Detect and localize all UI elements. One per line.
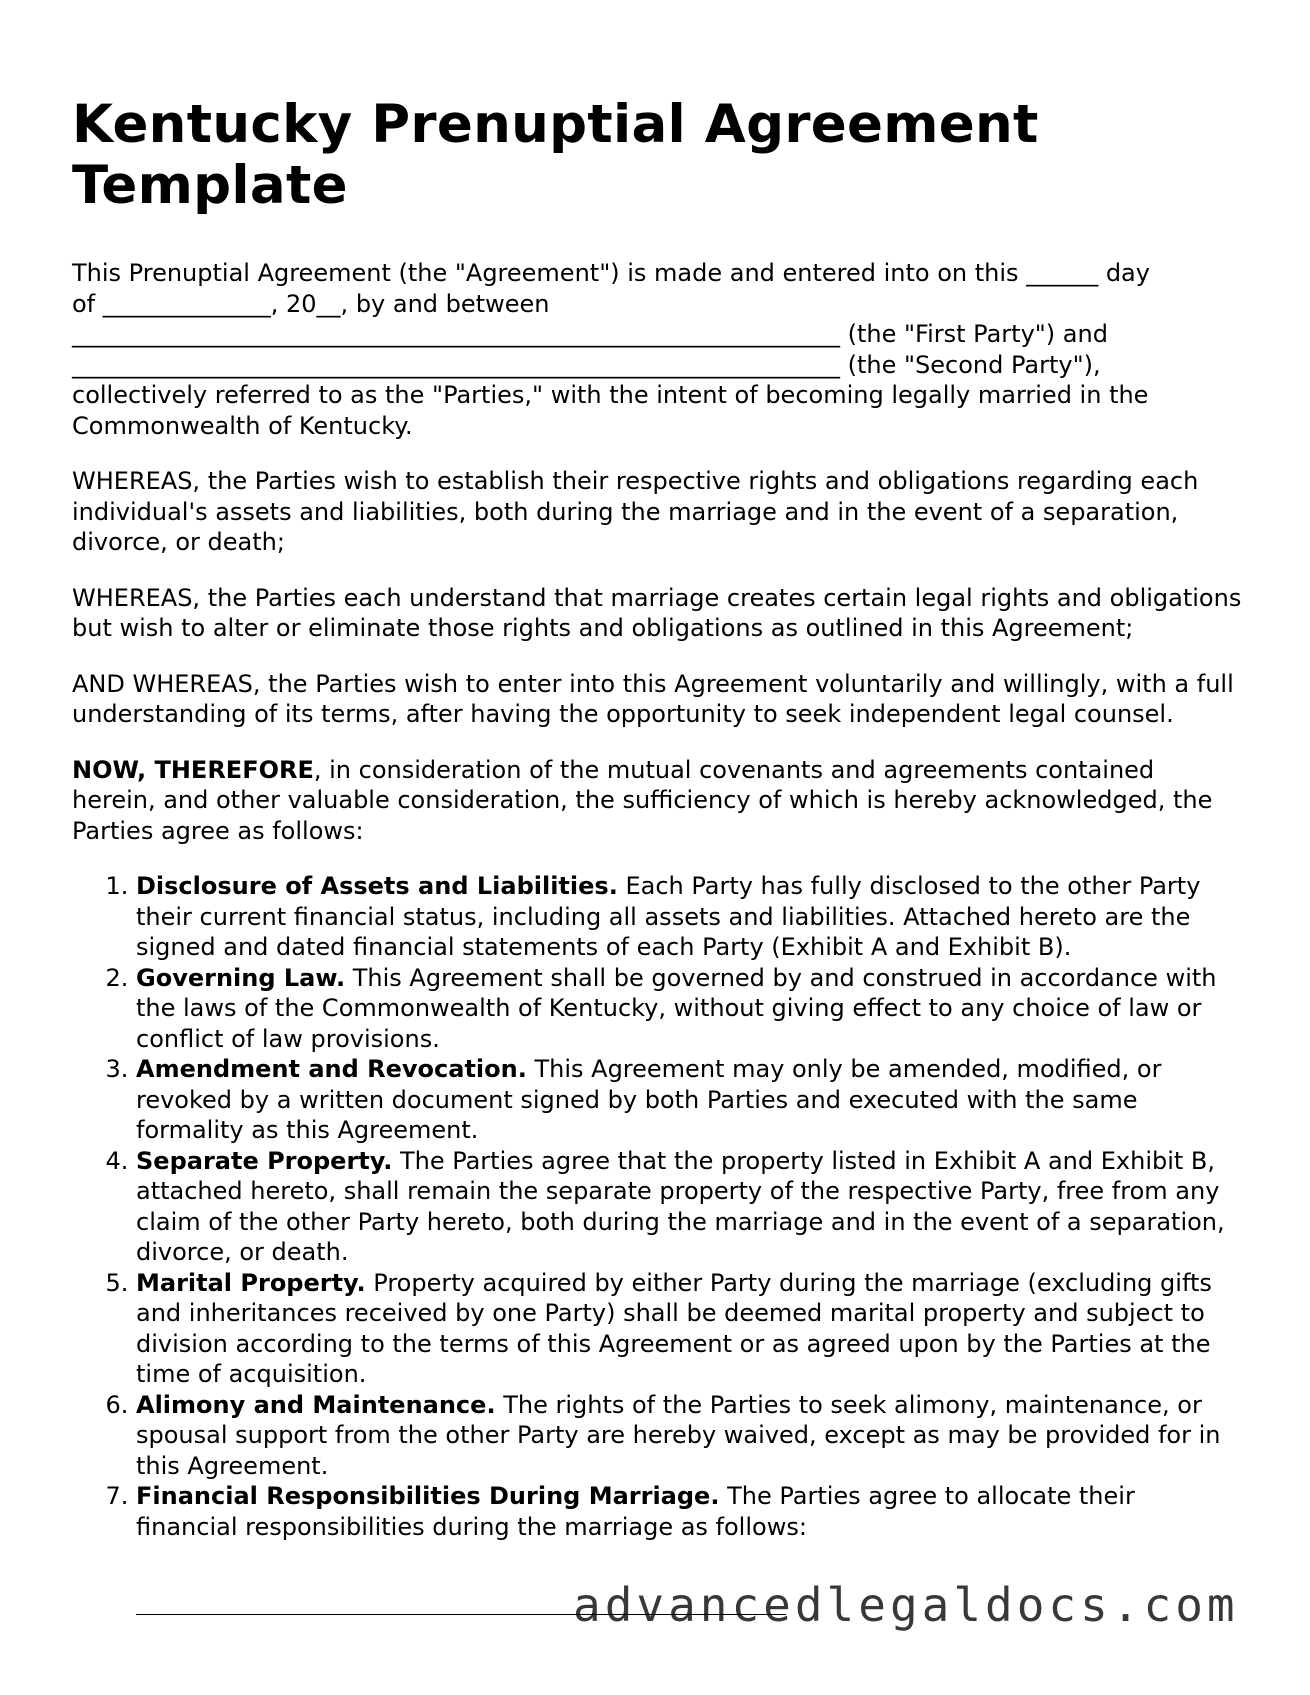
document-page (72, 80, 1242, 1542)
intro-line-2: of ______________, 20__, by and between (72, 289, 550, 318)
clause-text: Property acquired by either Party during the marriage (excluding gifts and inheritances received by one Party) shall be deemed marital property and subject to division according to the terms of this Agreement or as agreed upon by the Parties at the time of acquisition. (136, 1268, 1212, 1388)
whereas-paragraph-1: WHEREAS, the Parties wish to establish their respective rights and obligations regarding each individual's assets and liabilities, both during the marriage and in the event of a separation, divorce, or death; (72, 467, 1199, 556)
now-therefore-paragraph (72, 755, 1242, 847)
clause-heading: Marital Property. (136, 1268, 366, 1297)
clause-text: This Agreement may only be amended, modified, or revoked by a written document signed by both Parties and executed with the same formality as this Agreement. (136, 1055, 1162, 1144)
clause-text: The rights of the Parties to seek alimony, maintenance, or spousal support from the other Party are hereby waived, except as may be provided for in this Agreement. (136, 1390, 1221, 1480)
clause-heading: Alimony and Maintenance. (136, 1390, 496, 1419)
clauses-list (72, 871, 1242, 1542)
clause-text: Each Party has fully disclosed to the other Party their current financial status, including all assets and liabilities. Attached hereto are the signed and dated financial statements of each Party (Exhibit A and Exhibit B). (136, 872, 1201, 961)
clause-1 (136, 871, 1242, 963)
clause-text: The Parties agree to allocate their financial responsibilities during the marriage as follows: (136, 1482, 1135, 1541)
clause-6 (136, 1390, 1242, 1482)
clause-heading: Financial Responsibilities During Marriage. (136, 1482, 720, 1510)
clause-3 (136, 1054, 1242, 1146)
now-therefore-text: , in consideration of the mutual covenants and agreements contained herein, and other valuable consideration, the sufficiency of which is hereby acknowledged, the Parties agree as follows: (72, 755, 1213, 845)
clause-heading: Amendment and Revocation. (136, 1055, 527, 1083)
second-party-line: ________________________________________________________________ (the "Second Party"), (72, 350, 1101, 379)
clause-text: This Agreement shall be governed by and construed in accordance with the laws of the Commonwealth of Kentucky, without giving effect to any choice of law or conflict of law provisions. (136, 963, 1217, 1053)
first-party-line: ________________________________________________________________ (the "First Party") and (72, 320, 1108, 348)
clause-text: The Parties agree that the property listed in Exhibit A and Exhibit B, attached hereto, shall remain the separate property of the respective Party, free from any claim of the other Party hereto, both during the marriage and in the event of a separation, divorce, or death. (136, 1146, 1225, 1266)
intro-paragraph (72, 258, 1242, 441)
whereas-paragraph-2: WHEREAS, the Parties each understand that marriage creates certain legal rights and obligations but wish to alter or eliminate those rights and obligations as outlined in this Agreement; (72, 583, 1242, 642)
watermark: advancedlegaldocs.com (573, 1578, 1239, 1632)
clause-heading: Separate Property. (136, 1146, 393, 1175)
whereas-paragraph-3: AND WHEREAS, the Parties wish to enter into this Agreement voluntarily and willingly, with a full understanding of its terms, after having the opportunity to seek independent legal counsel. (72, 669, 1234, 728)
clause-heading: Disclosure of Assets and Liabilities. (136, 872, 618, 900)
clause-4 (136, 1146, 1242, 1268)
document-title: Kentucky Prenuptial Agreement Template (72, 94, 1039, 216)
intro-line-5: collectively referred to as the "Parties," with the intent of becoming legally married in the Commonwealth of Kentucky. (72, 381, 1149, 440)
clause-2 (136, 963, 1242, 1055)
clause-5 (136, 1268, 1242, 1390)
intro-line-1: This Prenuptial Agreement (the "Agreement") is made and entered into on this ______ day (72, 259, 1150, 287)
clause-heading: Governing Law. (136, 963, 346, 992)
now-therefore-lead: NOW, THEREFORE (72, 755, 314, 784)
clause-7 (136, 1481, 1242, 1542)
